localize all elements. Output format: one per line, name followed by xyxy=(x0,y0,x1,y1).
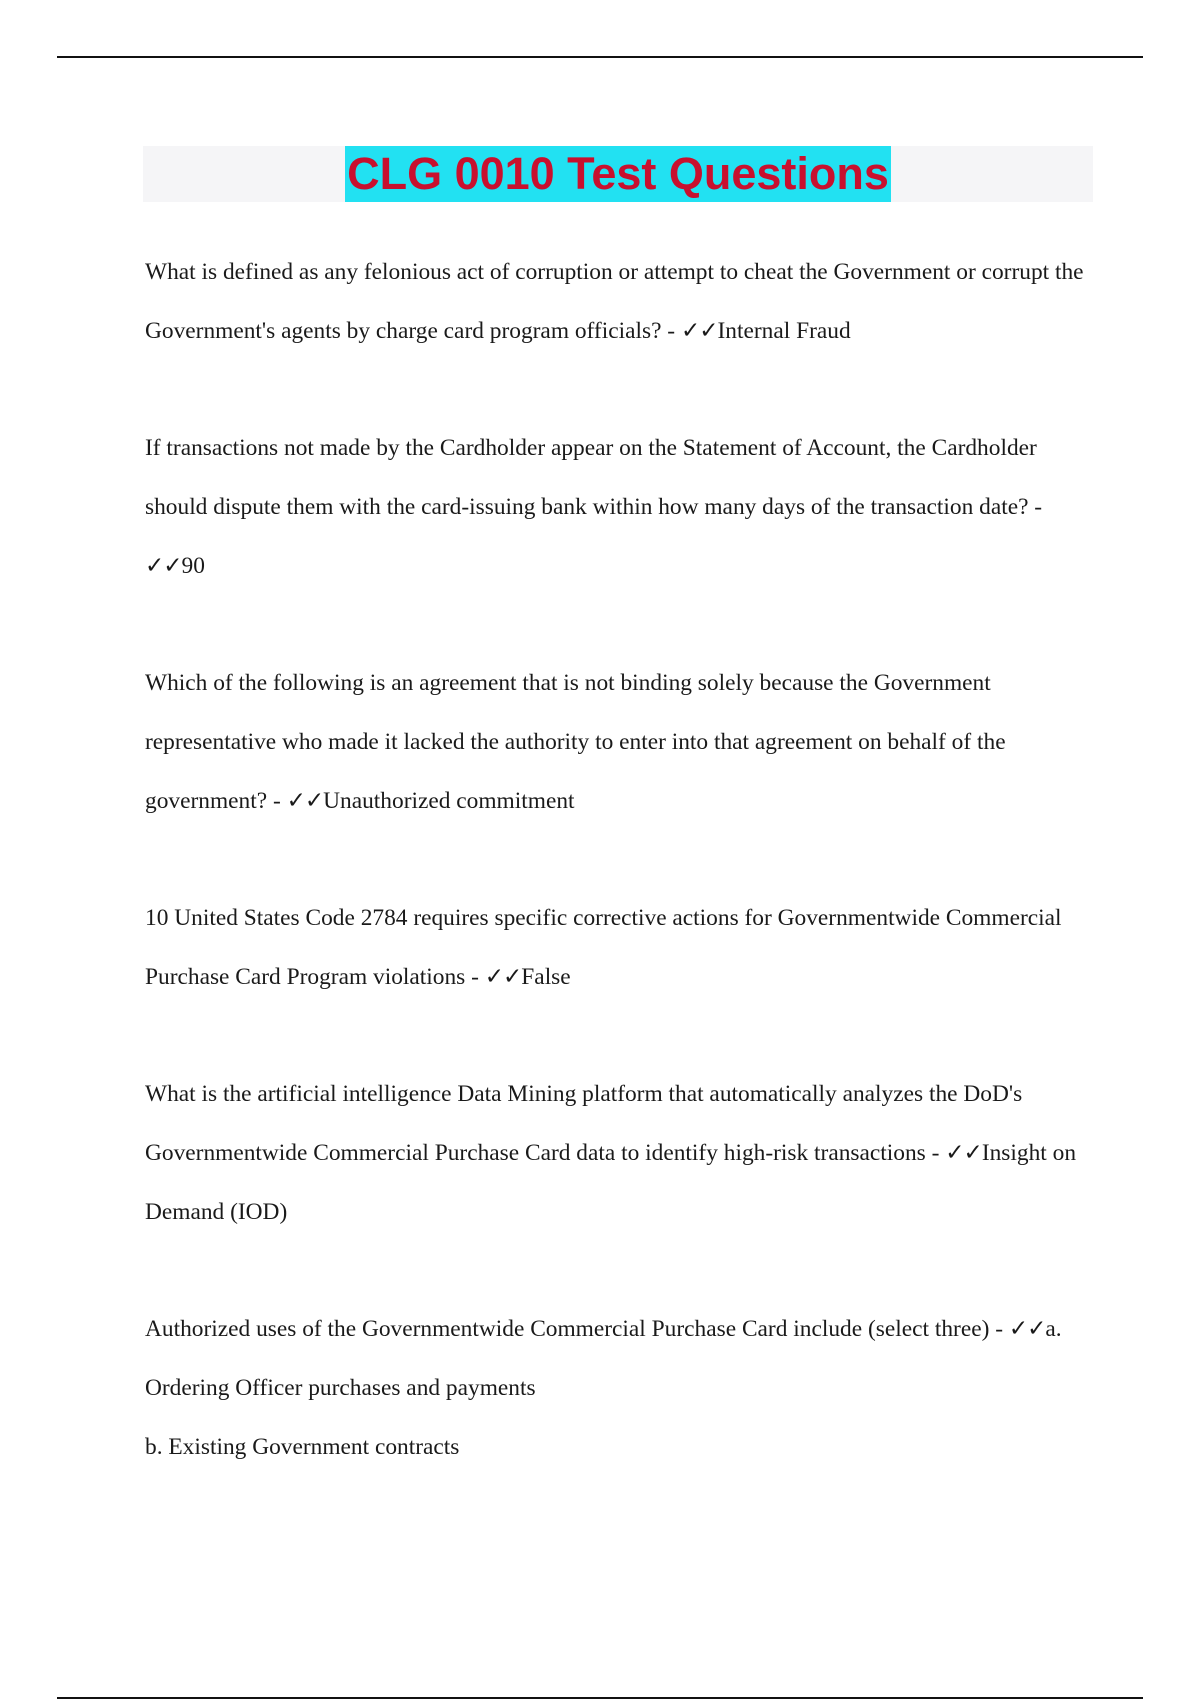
qa-item xyxy=(145,1300,1090,1477)
document-title: CLG 0010 Test Questions xyxy=(345,146,891,202)
qa-item xyxy=(145,1065,1090,1242)
top-rule xyxy=(57,56,1143,58)
answer-text: a. Ordering Officer purchases and payments xyxy=(145,1316,1062,1401)
document-body xyxy=(145,243,1090,1477)
question-text: Which of the following is an agreement that is not binding solely because the Government representative who made it lacked the authority to enter into that agreement on behalf of the government? - xyxy=(145,670,1006,814)
qa-item xyxy=(145,654,1090,831)
answer-option: b. Existing Government contracts xyxy=(145,1434,460,1460)
answer-text: Unauthorized commitment xyxy=(323,788,575,814)
double-check-icon: ✓✓ xyxy=(680,318,718,344)
answer-text: Insight on Demand (IOD) xyxy=(145,1140,1077,1225)
double-check-icon: ✓✓ xyxy=(145,553,182,579)
double-check-icon: ✓✓ xyxy=(945,1140,982,1166)
qa-item xyxy=(145,419,1090,596)
question-text: If transactions not made by the Cardholder appear on the Statement of Account, the Cardholder should dispute them with the card-issuing bank within how many days of the transaction date? - xyxy=(145,435,1043,520)
question-text: 10 United States Code 2784 requires specific corrective actions for Governmentwide Commercial Purchase Card Program violations - xyxy=(145,905,1062,990)
double-check-icon: ✓✓ xyxy=(1008,1316,1046,1342)
double-check-icon: ✓✓ xyxy=(484,964,522,990)
title-band xyxy=(143,146,1093,202)
qa-item xyxy=(145,243,1090,361)
question-text: What is the artificial intelligence Data Mining platform that automatically analyzes the DoD's Governmentwide Commercial Purchase Card data to identify high-risk transactions - xyxy=(145,1081,1023,1166)
qa-item xyxy=(145,889,1090,1007)
question-text: Authorized uses of the Governmentwide Commercial Purchase Card include (select three) - xyxy=(145,1316,1009,1342)
answer-text: Internal Fraud xyxy=(717,318,851,344)
double-check-icon: ✓✓ xyxy=(286,788,324,814)
question-text: What is defined as any felonious act of corruption or attempt to cheat the Government or corrupt the Government's agents by charge card program officials? - xyxy=(145,259,1084,344)
bottom-rule xyxy=(57,1697,1143,1699)
answer-text: 90 xyxy=(181,553,205,579)
answer-text: False xyxy=(521,964,571,990)
